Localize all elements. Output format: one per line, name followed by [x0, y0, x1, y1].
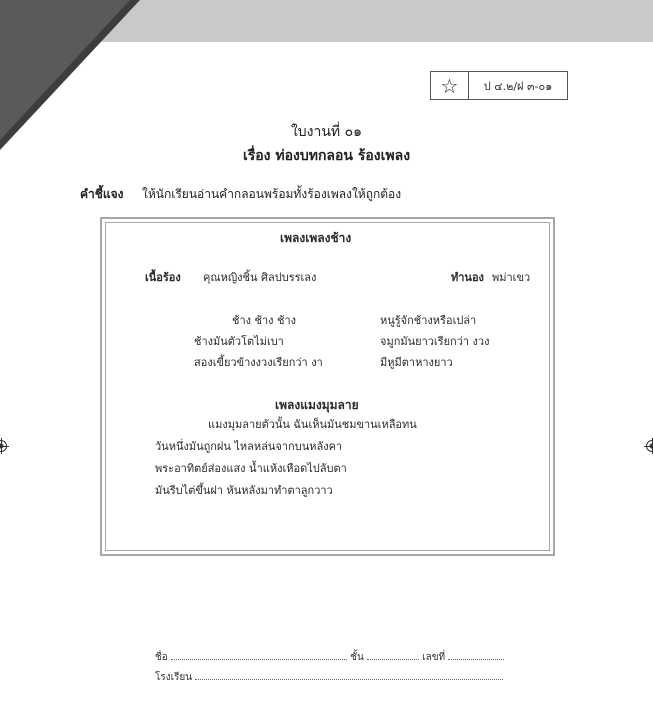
worksheet-title: ใบงานที่ ๐๑: [290, 124, 363, 140]
lyricist-name: คุณหญิงชิ้น ศิลปบรรเลง: [203, 271, 317, 284]
class-field[interactable]: [367, 651, 419, 660]
song1-right-line: มีหูมีตาหางยาว: [380, 356, 453, 369]
star-icon: ☆: [431, 72, 469, 99]
class-label: ชั้น: [350, 652, 364, 663]
corner-decoration-inner: [0, 0, 130, 140]
number-label: เลขที่: [422, 652, 446, 663]
song2-line: พระอาทิตย์ส่องแสง น้ำแห้งเหือดไปลับตา: [155, 462, 347, 475]
song1-left-line: ช้างมันตัวโตไม่เบา: [194, 335, 284, 348]
worksheet-code: ป ๔.๒/ฝ ๓-๐๑: [483, 79, 553, 93]
number-field[interactable]: [448, 651, 504, 660]
school-field[interactable]: [195, 671, 503, 680]
lyricist-label: เนื้อร้อง: [145, 271, 181, 284]
registration-mark-icon: [646, 440, 653, 452]
name-line: [155, 650, 504, 665]
song1-title: เพลงเพลงช้าง: [280, 231, 352, 245]
worksheet-code-box: [430, 71, 568, 100]
song1-left-line: สองเขี้ยวข้างงวงเรียกว่า งา: [194, 356, 323, 369]
name-field[interactable]: [171, 651, 347, 660]
song2-line: วันหนึ่งมันถูกฝน ไหลหล่นจากบนหลังคา: [155, 440, 343, 453]
song2-line: มันรีบไต่ขึ้นฝา หันหลังมาทำตาลูกวาว: [155, 484, 333, 497]
school-line: [155, 670, 503, 685]
name-label: ชื่อ: [155, 652, 168, 663]
worksheet-subject: เรื่อง ท่องบทกลอน ร้องเพลง: [242, 148, 411, 164]
registration-mark-icon: [0, 440, 7, 452]
instruction-text: ให้นักเรียนอ่านคำกลอนพร้อมทั้งร้องเพลงให้ถูกต้อง: [142, 187, 402, 201]
song1-left-line: ช้าง ช้าง ช้าง: [232, 314, 297, 327]
song2-title: เพลงแมงมุมลาย: [275, 398, 359, 412]
song2-line: แมงมุมลายตัวนั้น ฉันเห็นมันชมขานเหลือทน: [208, 418, 417, 431]
melody-name: พม่าเขว: [492, 271, 531, 284]
song1-right-line: หนูรู้จักช้างหรือเปล่า: [380, 314, 477, 327]
song1-right-line: จมูกมันยาวเรียกว่า งวง: [380, 335, 490, 348]
instruction-label: คำชี้แจง: [80, 187, 124, 201]
melody-label: ทำนอง: [451, 271, 484, 284]
school-label: โรงเรียน: [155, 672, 193, 683]
